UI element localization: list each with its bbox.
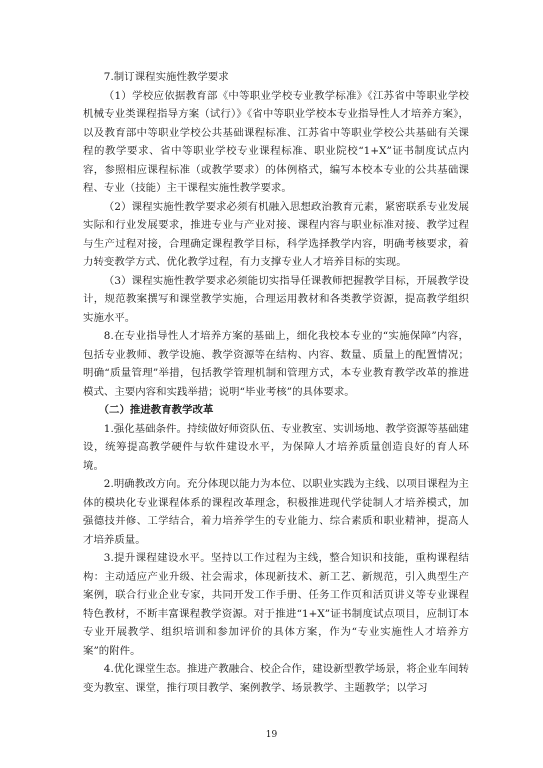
paragraph-7-3: （3）课程实施性教学要求必须能切实指导任课教师把握教学目标，开展教学设计，规范教案撰写和课堂教学实施，合理运用教材和各类教学资源，提高教学组织实施水平。 <box>83 274 469 324</box>
paragraph-7-1: （1）学校应依据教育部《中等职业学校专业教学标准》《江苏省中等职业学校机械专业类课程指导方案（试行）》《省中等职业学校本专业指导性人才培养方案》，以及教育部中等职业学校公共基础课程标准、江苏省中等职业学校公共基础有关课程的教学要求、省中等职业学校专业课程标准、职业院校“1+X”证书制度试点内容，参照相应课程标准（或教学要求）的体例格式，编写本校本专业的公共基础课程、专业（技能）主干课程实施性教学要求。 <box>83 89 469 194</box>
paragraph-reform-2: 2.明确教改方向。充分体现以能力为本位、以职业实践为主线、以项目课程为主体的模块化专业课程体系的课程改革理念，积极推进现代学徒制人才培养模式，加强德技并修、工学结合，着力培养学生的专业能力、综合素质和职业精神，提高人才培养质量。 <box>83 478 469 546</box>
page-number: 19 <box>265 730 278 740</box>
paragraph-reform-3: 3.提升课程建设水平。坚持以工作过程为主线，整合知识和技能，重构课程结构：主动适应产业升级、社会需求，体现新技术、新工艺、新规范，引入典型生产案例，联合行业企业专家，共同开发工作手册、任务工作页和活页讲义等专业课程特色教材，不断丰富课程教学资源。对于推进“1+X”证书制度试点项目，应制订本专业开展教学、组织培训和参加评价的具体方案，作为“专业实施性人才培养方案”的附件。 <box>83 552 469 657</box>
paragraph-reform-4: 4.优化课堂生态。推进产教融合、校企合作，建设新型教学场景，将企业车间转变为教室、课堂，推行项目教学、案例教学、场景教学、主题教学；以学习 <box>83 663 469 694</box>
paragraph-reform-1: 1.强化基础条件。持续做好师资队伍、专业教室、实训场地、教学资源等基础建设，统筹提高教学硬件与软件建设水平，为保障人才培养质量创造良好的育人环境。 <box>83 422 469 472</box>
paragraph-7-2: （2）课程实施性教学要求必须有机融入思想政治教育元素，紧密联系专业发展实际和行业发展要求，推进专业与产业对接、课程内容与职业标准对接、教学过程与生产过程对接，合理确定课程教学目标，科学选择教学内容，明确考核要求，着力转变教学方式、优化教学过程，有力支撑专业人才培养目标的实现。 <box>83 200 469 268</box>
paragraph-7-curriculum-requirements: 7.制订课程实施性教学要求 <box>103 71 229 83</box>
section-heading-teaching-reform: （二）推进教育教学改革 <box>98 404 214 416</box>
paragraph-8-implementation-guarantee: 8.在专业指导性人才培养方案的基础上，细化我校本专业的“实施保障”内容，包括专业教师、教学设施、教学资源等在结构、内容、数量、质量上的配置情况；明确“质量管理”举措，包括教学管理机制和管理方式，本专业教育教学改革的推进模式、主要内容和实践举措；说明“毕业考核”的具体要求。 <box>83 330 469 398</box>
page-body <box>83 68 469 697</box>
